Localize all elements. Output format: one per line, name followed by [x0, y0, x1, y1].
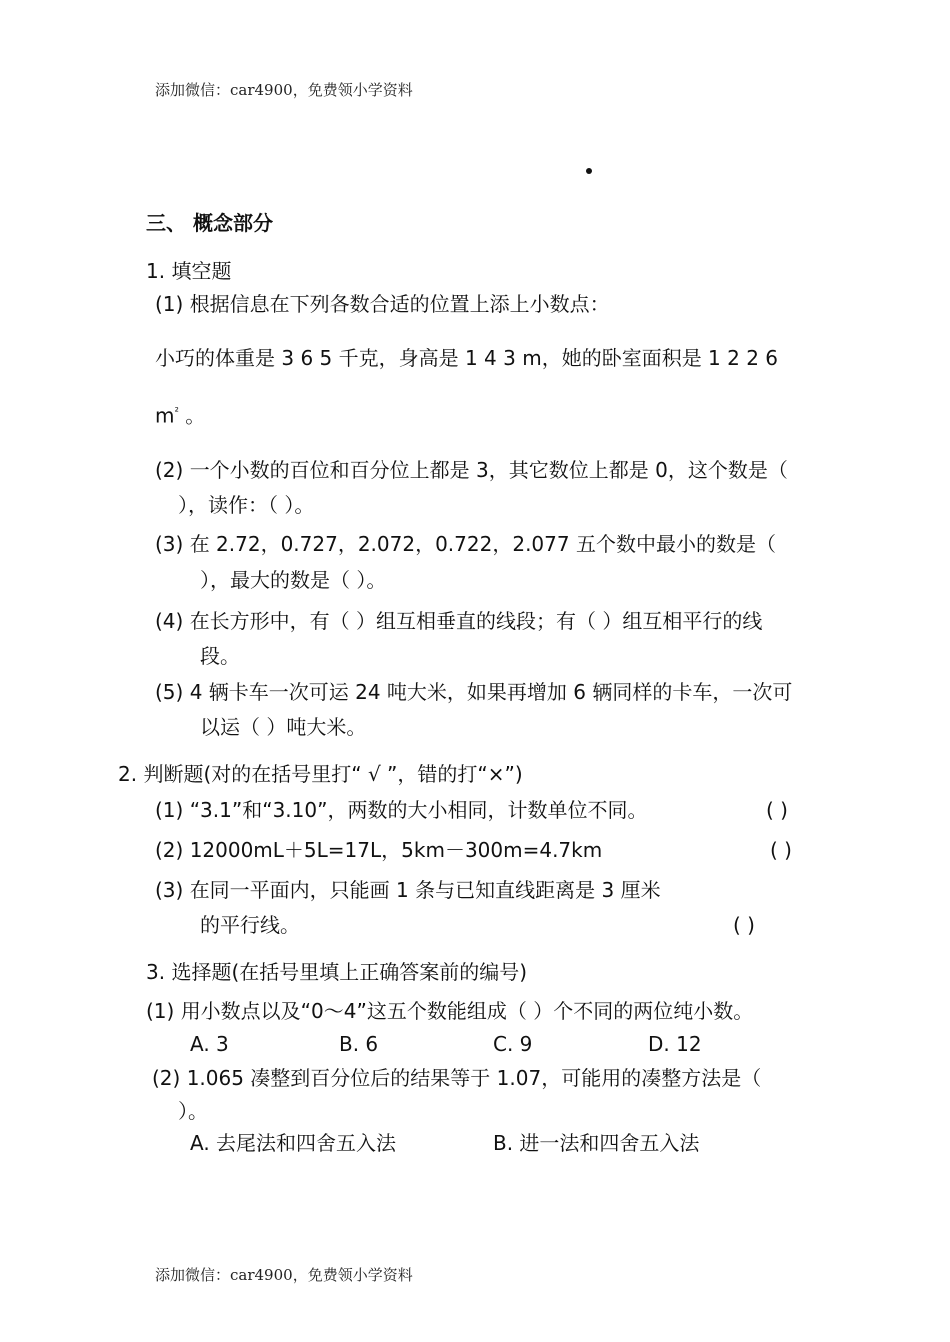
q2-item2: (2) 12000mL＋5L=17L，5km－300m=4.7km [155, 838, 603, 862]
q1-item4-line2: 段。 [200, 644, 240, 668]
square-superscript: ² [174, 405, 179, 418]
q1-item3-line1: (3) 在 2.72，0.727，2.072，0.722，2.077 五个数中最小的数是（ [155, 532, 776, 556]
q3-item1-option-b: B. 6 [339, 1032, 379, 1056]
page-header: 添加微信：car4900，免费领小学资料 [155, 81, 413, 99]
q2-title: 2. 判断题(对的在括号里打“ √ ”，错的打“×”) [118, 762, 523, 786]
q1-item2-line1: (2) 一个小数的百位和百分位上都是 3，其它数位上都是 0，这个数是（ [155, 458, 788, 482]
q3-item1-option-a: A. 3 [190, 1032, 229, 1056]
q1-title: 1. 填空题 [146, 259, 232, 283]
q2-item2-answer-blank: ( ) [770, 838, 792, 862]
q1-item1-line1: 小巧的体重是 3 6 5 千克，身高是 1 4 3 m，她的卧室面积是 1 2 2 6 [155, 346, 779, 370]
q1-item2-line2: ），读作：（ ）。 [178, 493, 315, 517]
q3-item2-line2: ）。 [178, 1099, 208, 1123]
section-title: 三、 概念部分 [146, 211, 273, 235]
q1-item1-line2 [155, 399, 205, 429]
bullet-dot [586, 168, 592, 174]
area-unit: m [155, 403, 175, 428]
q3-item2-option-a: A. 去尾法和四舍五入法 [190, 1131, 397, 1155]
q1-item4-line1: (4) 在长方形中，有（ ）组互相垂直的线段；有（ ）组互相平行的线 [155, 609, 763, 633]
q1-item3-line2: ），最大的数是（ ）。 [200, 568, 387, 592]
q3-item1: (1) 用小数点以及“0～4”这五个数能组成（ ）个不同的两位纯小数。 [146, 999, 754, 1023]
q1-item1: (1) 根据信息在下列各数合适的位置上添上小数点： [155, 292, 610, 316]
q1-item5-line2: 以运（ ）吨大米。 [200, 715, 367, 739]
q2-item3-line1: (3) 在同一平面内，只能画 1 条与已知直线距离是 3 厘米 [155, 878, 661, 902]
page-footer: 添加微信：car4900，免费领小学资料 [155, 1266, 413, 1284]
q3-item1-option-d: D. 12 [648, 1032, 702, 1056]
q2-item1: (1) “3.1”和“3.10”，两数的大小相同，计数单位不同。 [155, 798, 648, 822]
line-end: 。 [178, 403, 206, 428]
q3-item2-option-b: B. 进一法和四舍五入法 [493, 1131, 700, 1155]
q3-title: 3. 选择题(在括号里填上正确答案前的编号) [146, 960, 528, 984]
q2-item1-answer-blank: ( ) [766, 798, 788, 822]
q3-item2-line1: (2) 1.065 凑整到百分位后的结果等于 1.07，可能用的凑整方法是（ [152, 1066, 762, 1090]
q1-item5-line1: (5) 4 辆卡车一次可运 24 吨大米，如果再增加 6 辆同样的卡车，一次可 [155, 680, 793, 704]
q3-item1-option-c: C. 9 [493, 1032, 533, 1056]
q2-item3-answer-blank: ( ) [733, 913, 755, 937]
q2-item3-line2: 的平行线。 [200, 913, 300, 937]
